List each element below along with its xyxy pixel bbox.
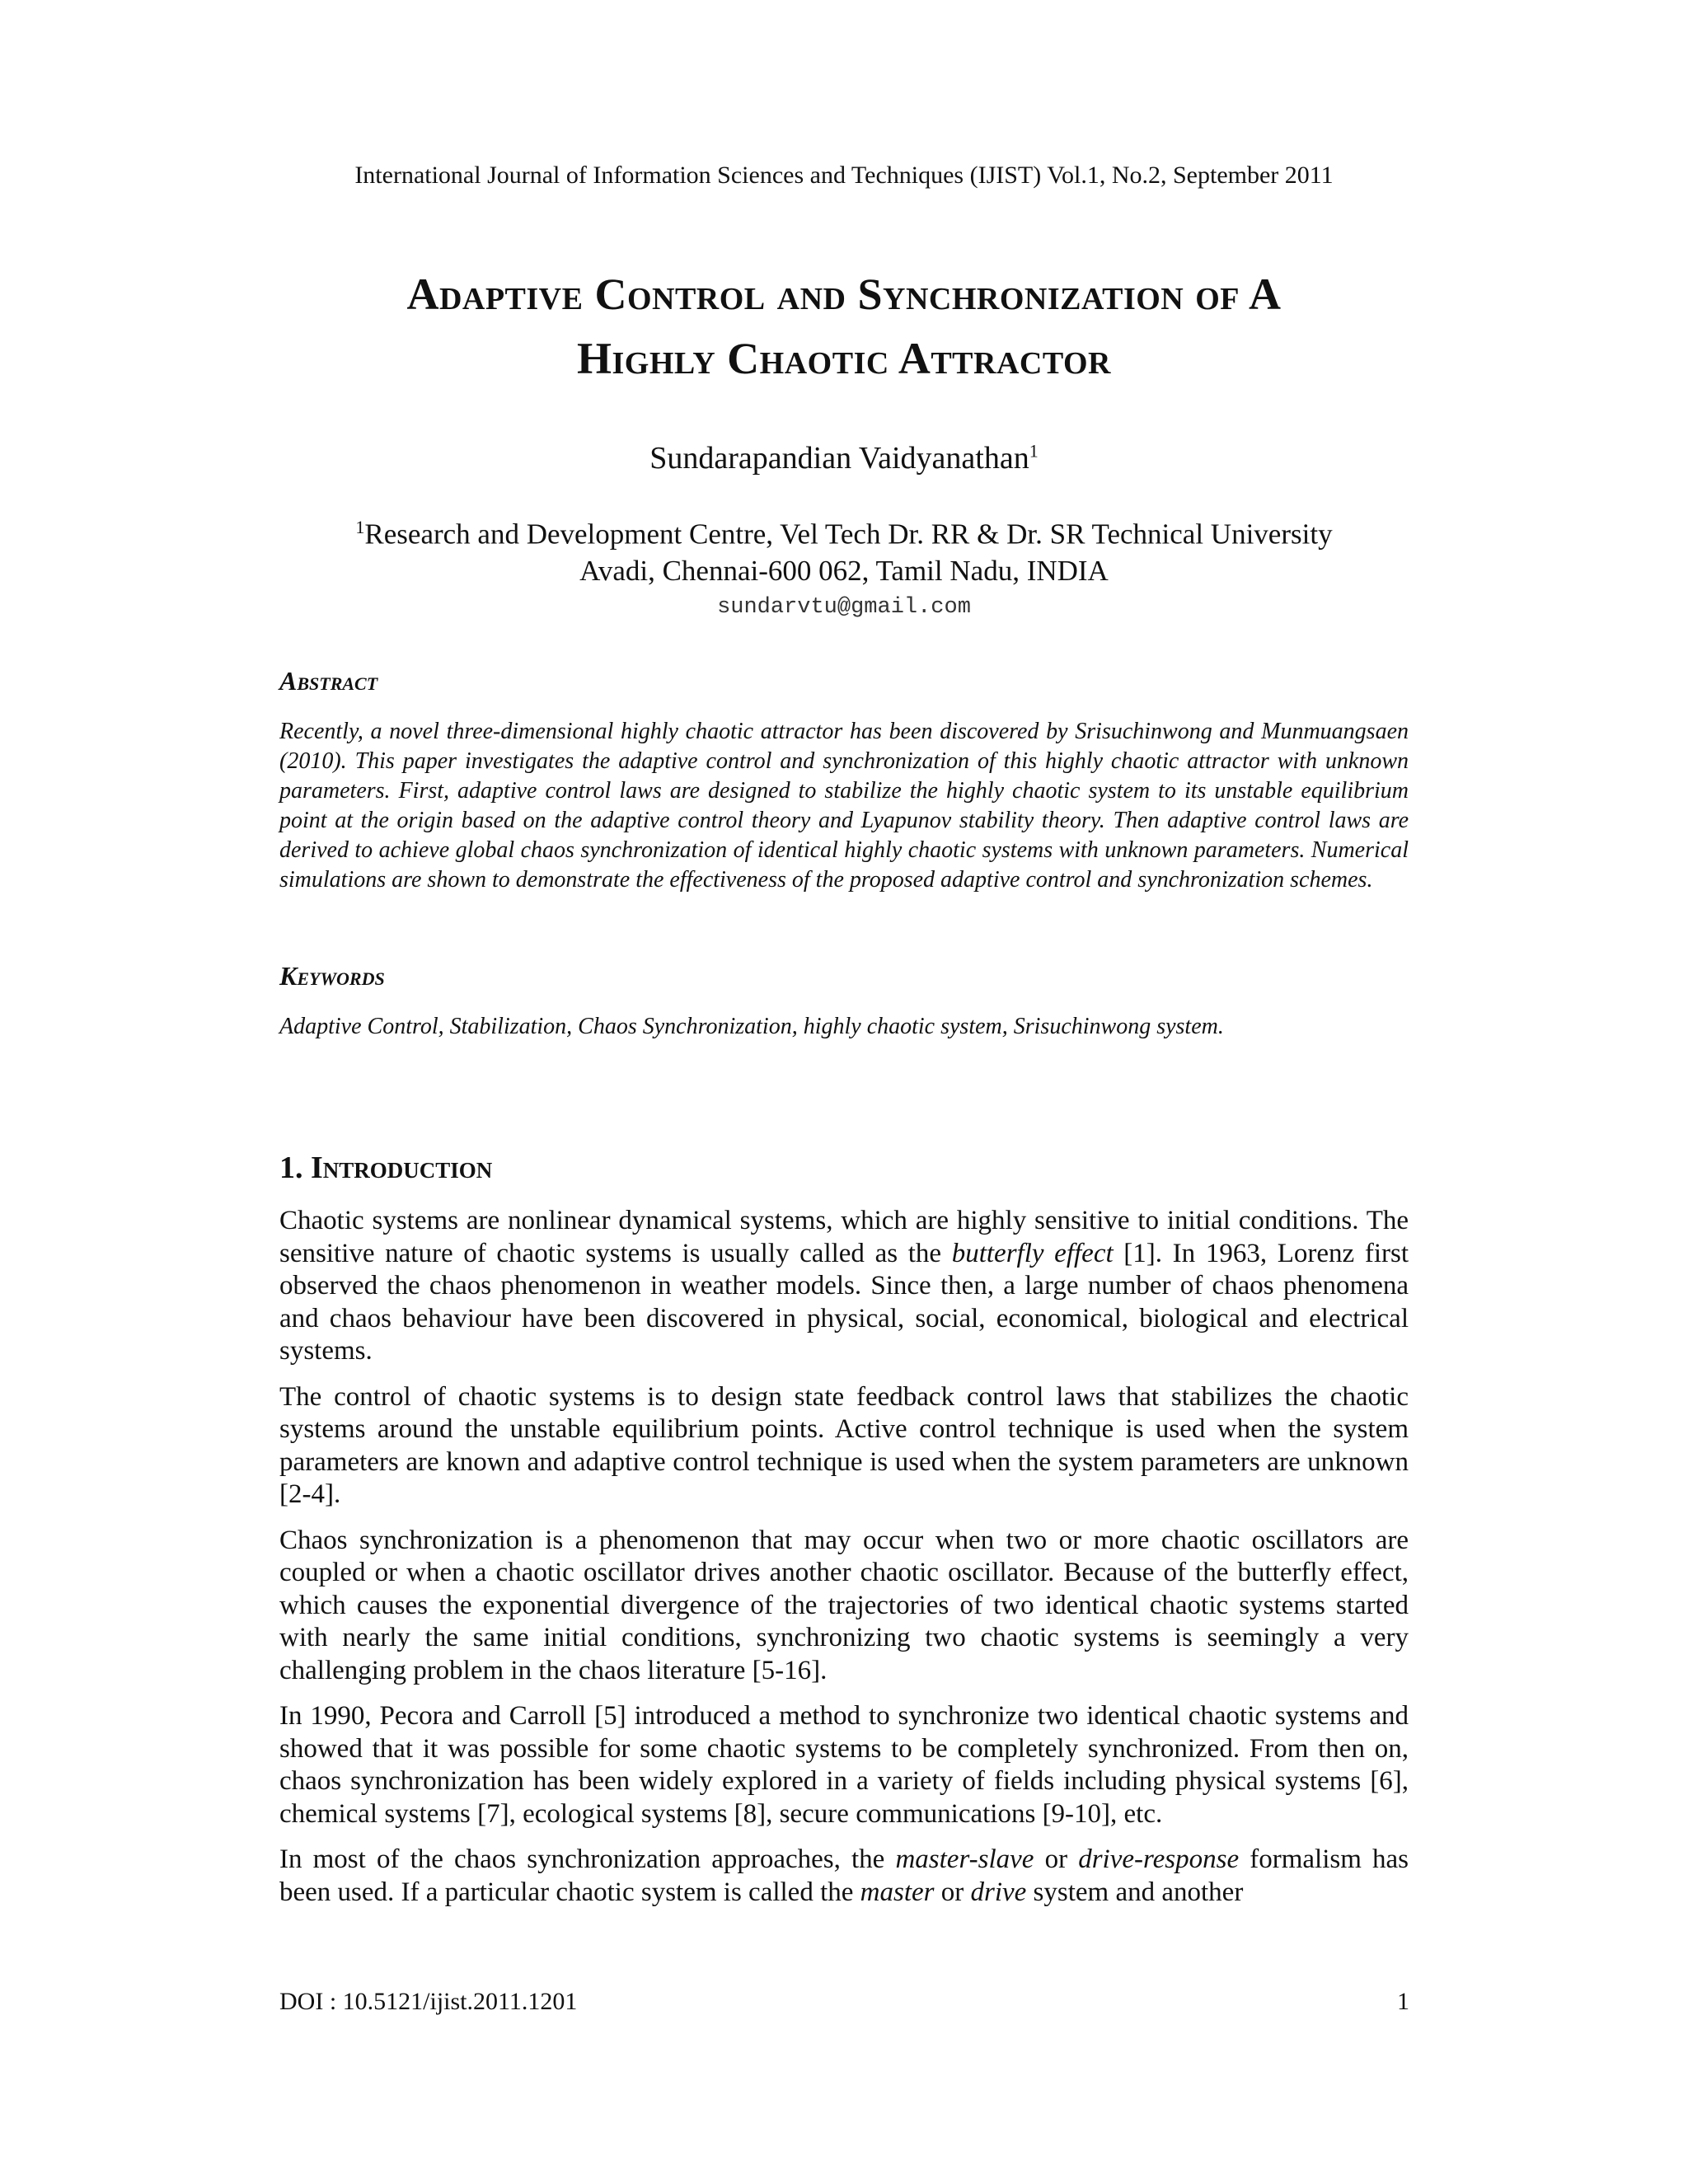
p5-text-a: In most of the chaos synchronization approaches, the [279, 1844, 896, 1874]
abstract-heading: Abstract [279, 666, 378, 696]
journal-header: International Journal of Information Sciences and Techniques (IJIST) Vol.1, No.2, September 2011 [354, 162, 1334, 189]
paper-title [247, 262, 1441, 391]
keywords-text: Adaptive Control, Stabilization, Chaos Synchronization, highly chaotic system, Srisuchinwong system. [279, 1014, 1224, 1039]
p5-emphasis-3: master [860, 1877, 935, 1907]
p1-emphasis: butterfly effect [951, 1238, 1114, 1268]
doi-footer: DOI : 10.5121/ijist.2011.1201 [279, 1988, 578, 2015]
title-line-2: Highly Chaotic Attractor [576, 334, 1112, 383]
author-line [0, 440, 1688, 476]
author-name: Sundarapandian Vaidyanathan [649, 441, 1029, 476]
p5-emphasis-4: drive [970, 1877, 1027, 1907]
author-sup: 1 [1029, 440, 1039, 462]
keywords-heading: Keywords [279, 961, 385, 991]
p5-text-e: system and another [1026, 1877, 1244, 1907]
p1-text-a: Chaotic systems are nonlinear dynamical systems, which are highly sensitive to initial conditions. The sensitive nature of chaotic systems is usually called as the [279, 1206, 1409, 1268]
p5-text-c: formalism has been used. If a particular chaotic system is called the [279, 1844, 1409, 1907]
introduction-heading: 1. Introduction [279, 1151, 493, 1185]
title-line-1: Adaptive Control and Synchronization of A [406, 269, 1282, 319]
abstract-text: Recently, a novel three-dimensional highly chaotic attractor has been discovered by Srisuchinwong and Munmuangsaen (2010). This paper investigates the adaptive control and synchronization of this highly chaotic attractor with unknown parameters. First, adaptive control laws are designed to stabilize the highly chaotic system to its unstable equilibrium point at the origin based on the adaptive control theory and Lyapunov stability theory. Then adaptive control laws are derived to achieve global chaos synchronization of identical highly chaotic systems with unknown parameters. Numerical simulations are shown to demonstrate the effectiveness of the proposed adaptive control and synchronization schemes. [279, 719, 1409, 893]
affiliation-sup: 1 [355, 517, 365, 537]
intro-paragraph-4: In 1990, Pecora and Carroll [5] introduced a method to synchronize two identical chaotic systems and showed that it was possible for some chaotic systems to be completely synchronized. From then on, chaos synchronization has been widely explored in a variety of fields including physical systems [6], chemical systems [7], ecological systems [8], secure communications [9-10], etc. [279, 1701, 1409, 1829]
author-email[interactable]: sundarvtu@gmail.com [717, 594, 971, 620]
p5-text-d: or [934, 1877, 971, 1907]
affiliation-line-1 [165, 509, 1523, 553]
p5-emphasis-1: master-slave [895, 1844, 1034, 1874]
page-number: 1 [1397, 1988, 1409, 2015]
p1-text-b: [1]. In 1963, Lorenz first observed the chaos phenomenon in weather models. Since then, a large number of chaos phenomena and chaos behaviour have been discovered in physical, social, economical, biological and electrical systems. [279, 1238, 1409, 1366]
intro-paragraph-2: The control of chaotic systems is to design state feedback control laws that stabilizes the chaotic systems around the unstable equilibrium points. Active control technique is used when the system parameters are known and adaptive control technique is used when the system parameters are unknown [2-4]. [279, 1381, 1409, 1509]
intro-paragraph-5 [279, 1844, 1409, 1909]
affiliation-line-2: Avadi, Chennai-600 062, Tamil Nadu, INDIA [579, 554, 1109, 587]
p5-emphasis-2: drive-response [1078, 1844, 1240, 1874]
intro-paragraph-1 [279, 1205, 1409, 1368]
p5-text-b: or [1034, 1844, 1079, 1874]
intro-paragraph-3: Chaos synchronization is a phenomenon that may occur when two or more chaotic oscillators are coupled or when a chaotic oscillator drives another chaotic oscillator. Because of the butterfly effect, which causes the exponential divergence of the trajectories of two identical chaotic systems started with nearly the same initial conditions, synchronizing two chaotic systems is seemingly a very challenging problem in the chaos literature [5-16]. [279, 1525, 1409, 1685]
introduction-body [279, 1205, 1409, 1922]
affiliation [165, 509, 1523, 626]
affiliation-text-1: Research and Development Centre, Vel Tech Dr. RR & Dr. SR Technical University [364, 518, 1333, 551]
